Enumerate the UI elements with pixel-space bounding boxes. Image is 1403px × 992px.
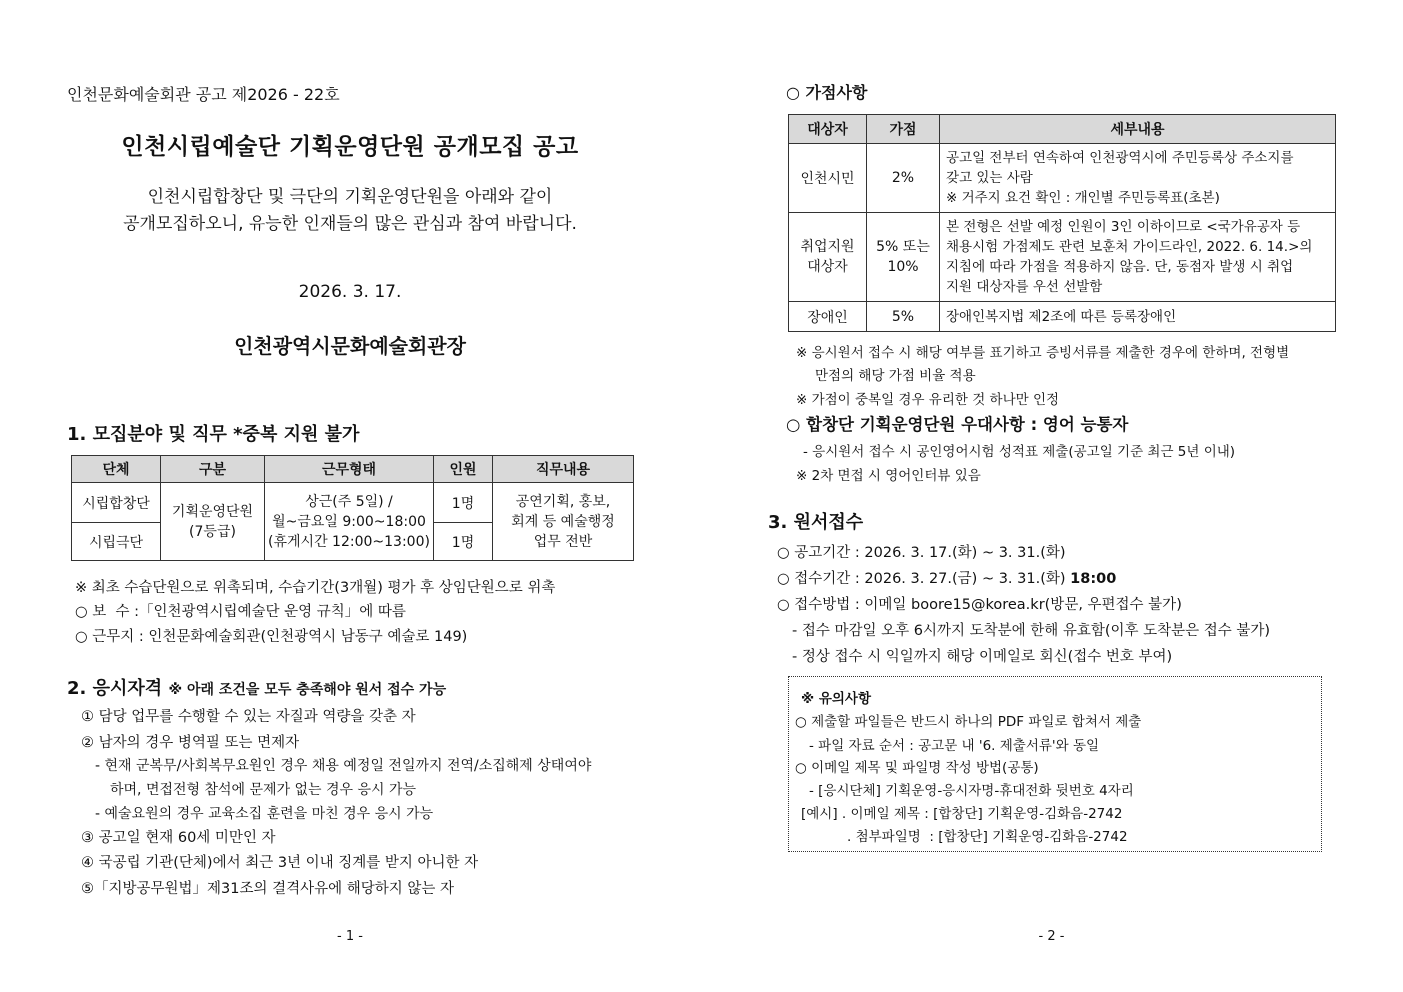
col-header-count: 인원	[434, 456, 493, 483]
section-1-title: 1. 모집분야 및 직무 *중복 지원 불가	[67, 424, 360, 445]
receipt-deadline-time: 18:00	[1070, 571, 1117, 587]
notes-box	[788, 676, 1322, 852]
detail-cell	[940, 144, 1336, 213]
notice-date: 2026. 3. 17.	[298, 282, 402, 302]
col-header-detail: 세부내용	[940, 115, 1336, 144]
category-line: 기획운영단원	[171, 503, 254, 520]
intro-line-1: 인천시립합창단 및 극단의 기획운영단원을 아래와 같이	[147, 187, 553, 207]
duty-line-2: 회계 등 예술행정	[511, 513, 615, 530]
page-number: - 1 -	[337, 929, 363, 944]
duty-line-1: 공연기획, 홍보,	[515, 493, 611, 510]
notice-number: 인천문화예술회관 공고 제2026 - 22호	[67, 85, 340, 104]
detail-line: 공고일 전부터 연속하여 인천광역시에 주민등록상 주소지를	[946, 150, 1294, 166]
target-cell	[789, 213, 867, 302]
detail-line: 지원 대상자를 우선 선발함	[946, 279, 1103, 295]
notes-line-5: [예시] . 이메일 제목 : [합창단] 기획운영-김화음-2742	[801, 806, 1123, 822]
count-cell: 1명	[434, 523, 493, 561]
page-number: - 2 -	[1038, 929, 1065, 944]
receipt-method: ○ 접수방법 : 이메일 boore15@korea.kr(방문, 우편접수 불가)	[777, 597, 1182, 613]
notes-line-3: ○ 이메일 제목 및 파일명 작성 방법(공통)	[795, 760, 1039, 776]
qualification-item: ④ 국공립 기관(단체)에서 최근 3년 이내 징계를 받지 아니한 자	[81, 855, 479, 871]
target-cell: 인천시민	[789, 144, 867, 213]
intro-line-2: 공개모집하오니, 유능한 인재들의 많은 관심과 참여 바랍니다.	[123, 214, 577, 234]
col-header-work: 근무형태	[265, 456, 434, 483]
qualification-item: ③ 공고일 현재 60세 미만인 자	[81, 830, 276, 846]
org-cell: 시립극단	[72, 523, 161, 561]
receipt-period-text: ○ 접수기간 : 2026. 3. 27.(금) ~ 3. 31.(화)	[777, 571, 1066, 587]
work-line-2: 월~금요일 9:00~18:00	[272, 513, 426, 530]
section-1-note-1: ※ 최초 수습단원으로 위촉되며, 수습기간(3개월) 평가 후 상임단원으로 위촉	[75, 580, 556, 596]
bonus-title: ○ 가점사항	[786, 83, 868, 102]
col-header-points: 가점	[867, 115, 940, 144]
signature: 인천광역시문화예술회관장	[234, 334, 466, 358]
qualification-subitem: - 예술요원의 경우 교육소집 훈련을 마친 경우 응시 가능	[95, 806, 434, 822]
detail-cell	[940, 213, 1336, 302]
target-line: 취업지원	[800, 239, 855, 255]
detail-cell: 장애인복지법 제2조에 따른 등록장애인	[940, 302, 1336, 332]
jobs-table	[71, 455, 634, 561]
category-cell	[161, 483, 265, 561]
bonus-note-1-cont: 만점의 해당 가점 비율 적용	[815, 368, 976, 384]
bonus-table	[788, 114, 1336, 332]
preference-line-1: - 응시원서 접수 시 공인영어시험 성적표 제출(공고일 기준 최근 5년 이내)	[803, 444, 1236, 460]
detail-line: 갖고 있는 사람	[946, 170, 1033, 186]
section-1-note-3: ○ 근무지 : 인천문화예술회관(인천광역시 남동구 예술로 149)	[75, 629, 468, 645]
points-line: 10%	[887, 259, 919, 275]
table-row	[789, 144, 1336, 213]
col-header-duty: 직무내용	[493, 456, 634, 483]
page-1	[0, 0, 700, 992]
table-row	[789, 302, 1336, 332]
points-cell: 5%	[867, 302, 940, 332]
notes-line-1: ○ 제출할 파일들은 반드시 하나의 PDF 파일로 합쳐서 제출	[795, 714, 1142, 730]
page-2	[700, 0, 1403, 992]
points-line: 5% 또는	[876, 239, 930, 255]
receipt-period	[777, 567, 1116, 588]
detail-line: 채용시험 가점제도 관련 보훈처 가이드라인, 2022. 6. 14.>의	[946, 239, 1313, 255]
intro-text	[0, 184, 700, 238]
qualification-subitem: - 현재 군복무/사회복무요원인 경우 채용 예정일 전일까지 전역/소집해제 상태여야	[95, 758, 592, 774]
bonus-note-1: ※ 응시원서 접수 시 해당 여부를 표기하고 증빙서류를 제출한 경우에 한하며, 전형별	[796, 345, 1290, 361]
table-row	[72, 483, 634, 523]
target-cell: 장애인	[789, 302, 867, 332]
col-header-category: 구분	[161, 456, 265, 483]
qualification-item: ⑤「지방공무원법」제31조의 결격사유에 해당하지 않는 자	[81, 881, 455, 897]
bonus-note-2: ※ 가점이 중복일 경우 유리한 것 하나만 인정	[796, 392, 1060, 408]
detail-line: 지침에 따라 가점을 적용하지 않음. 단, 동점자 발생 시 취업	[946, 259, 1294, 275]
section-3-title: 3. 원서접수	[768, 512, 864, 533]
duty-line-3: 업무 전반	[533, 533, 593, 550]
table-header-row	[72, 456, 634, 483]
col-header-target: 대상자	[789, 115, 867, 144]
notes-title: ※ 유의사항	[801, 691, 871, 707]
work-cell	[265, 483, 434, 561]
duty-cell	[493, 483, 634, 561]
category-grade: (7등급)	[189, 523, 236, 540]
points-cell: 2%	[867, 144, 940, 213]
qualification-subitem: 하며, 면접전형 참석에 문제가 없는 경우 응시 가능	[110, 782, 417, 798]
points-cell	[867, 213, 940, 302]
col-header-org: 단체	[72, 456, 161, 483]
section-2-heading: 2. 응시자격	[67, 678, 163, 699]
notes-line-4: - [응시단체] 기획운영-응시자명-휴대전화 뒷번호 4자리	[809, 783, 1134, 799]
work-line-3: (휴게시간 12:00~13:00)	[268, 533, 430, 550]
notes-line-2: - 파일 자료 순서 : 공고문 내 '6. 제출서류'와 동일	[809, 738, 1100, 754]
section-2-subtitle: ※ 아래 조건을 모두 충족해야 원서 접수 가능	[168, 682, 447, 698]
detail-line: 본 전형은 선발 예정 인원이 3인 이하이므로 <국가유공자 등	[946, 219, 1301, 235]
table-row	[789, 213, 1336, 302]
notice-period: ○ 공고기간 : 2026. 3. 17.(화) ~ 3. 31.(화)	[777, 545, 1066, 561]
preference-title: ○ 합창단 기획운영단원 우대사항 : 영어 능통자	[786, 415, 1129, 434]
qualification-item: ① 담당 업무를 수행할 수 있는 자질과 역량을 갖춘 자	[81, 709, 416, 725]
receipt-method-line-1: - 접수 마감일 오후 6시까지 도착분에 한해 유효함(이후 도착분은 접수 불가)	[792, 623, 1271, 639]
count-cell: 1명	[434, 483, 493, 523]
table-header-row	[789, 115, 1336, 144]
notes-line-6: . 첨부파일명 : [합창단] 기획운영-김화음-2742	[847, 829, 1128, 845]
receipt-method-line-2: - 정상 접수 시 익일까지 해당 이메일로 회신(접수 번호 부여)	[792, 649, 1173, 665]
section-1-note-2: ○ 보 수 :「인천광역시립예술단 운영 규칙」에 따름	[75, 604, 406, 620]
work-line-1: 상근(주 5일) /	[305, 493, 393, 510]
detail-line: ※ 거주지 요건 확인 : 개인별 주민등록표(초본)	[946, 190, 1220, 206]
section-2-title	[67, 674, 446, 700]
preference-line-2: ※ 2차 면접 시 영어인터뷰 있음	[796, 468, 981, 484]
qualification-item: ② 남자의 경우 병역필 또는 면제자	[81, 735, 300, 751]
page-title: 인천시립예술단 기획운영단원 공개모집 공고	[121, 134, 579, 160]
org-cell: 시립합창단	[72, 483, 161, 523]
target-line: 대상자	[807, 259, 848, 275]
